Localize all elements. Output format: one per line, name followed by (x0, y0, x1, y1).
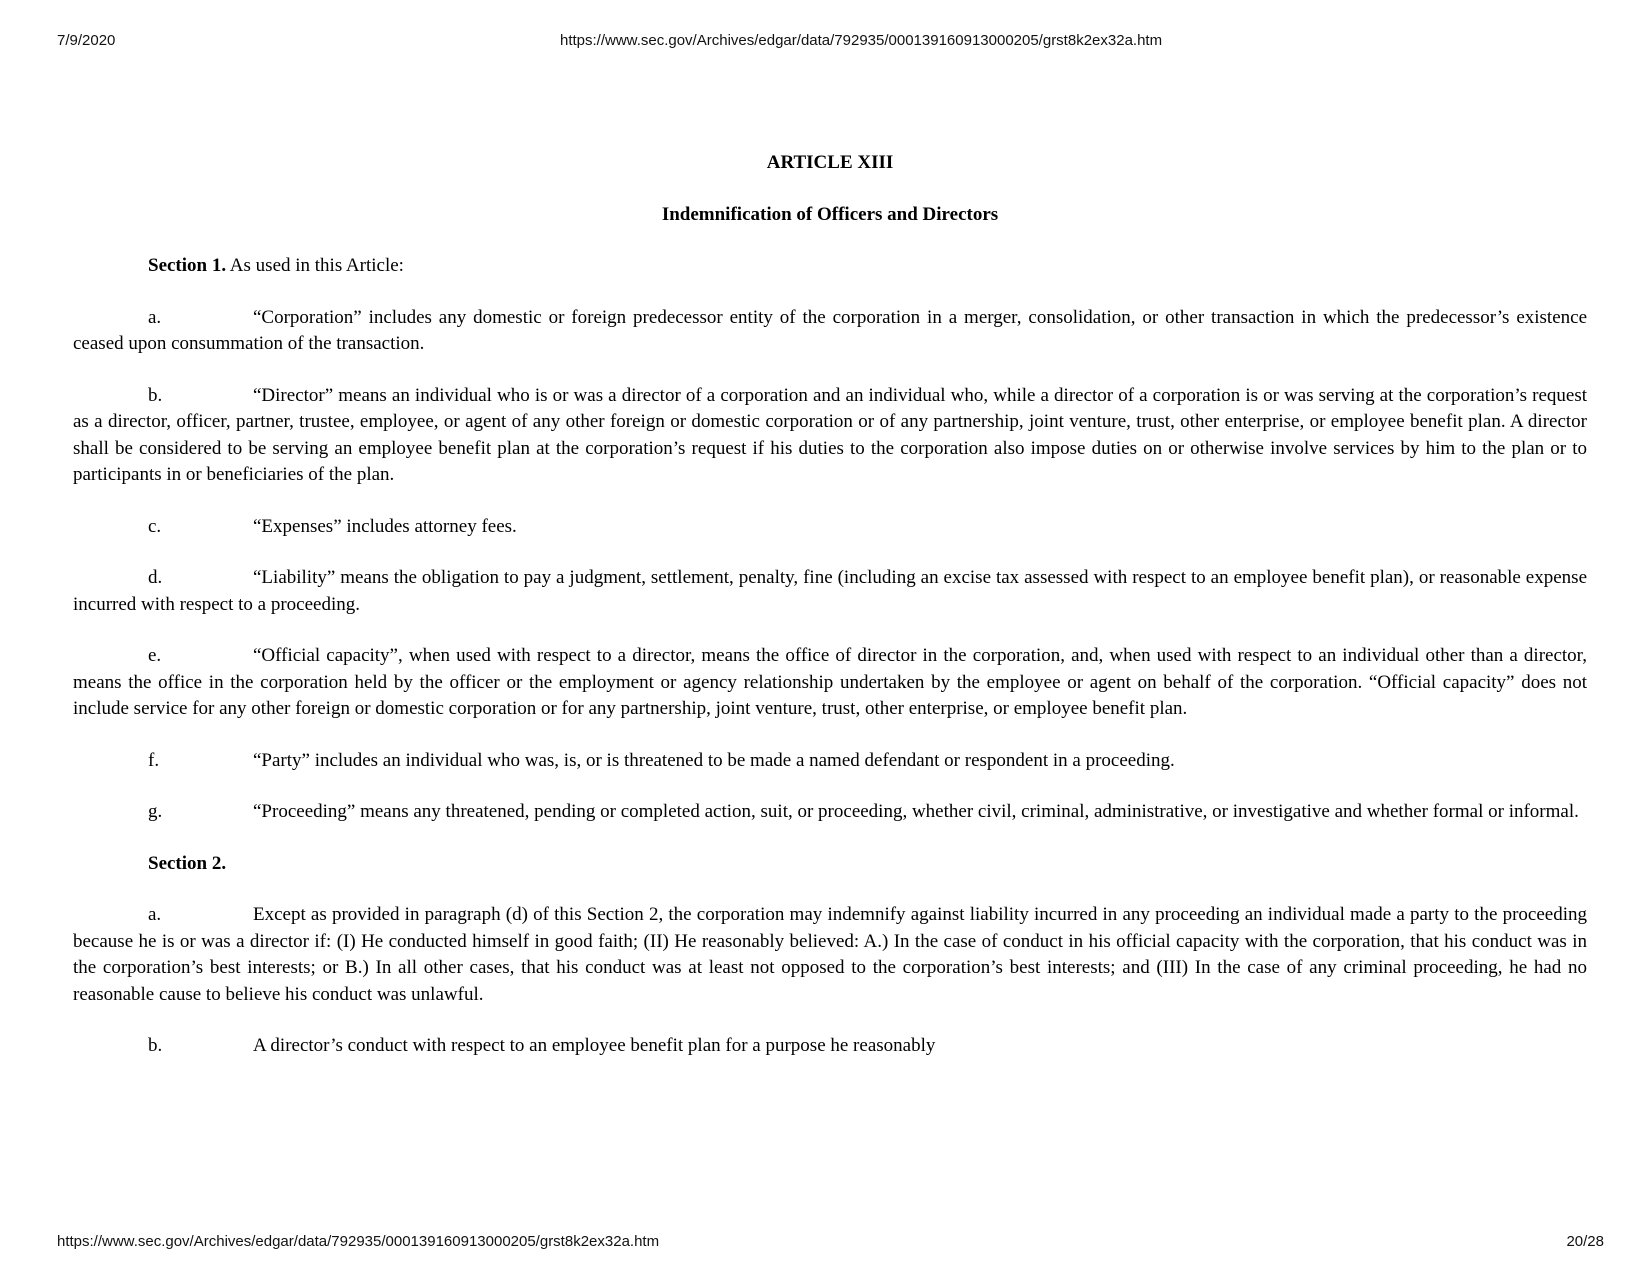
definition-paragraph (73, 514, 1587, 541)
section-2-label: Section 2. (148, 852, 227, 874)
section-2-heading (73, 851, 1587, 878)
definition-paragraph (73, 383, 1587, 489)
footer-url: https://www.sec.gov/Archives/edgar/data/792935/000139160913000205/grst8k2ex32a.htm (57, 1233, 660, 1250)
section-1-label: Section 1. (148, 255, 227, 276)
paragraph-marker: e. (148, 645, 162, 666)
article-subtitle: Indemnification of Officers and Directors (661, 203, 999, 225)
paragraph-marker: b. (148, 384, 163, 406)
paragraph-marker: a. (148, 904, 162, 925)
paragraph-text: “Liability” means the obligation to pay a judgment, settlement, penalty, fine (including an excise tax assessed with respect to an employee benefit plan), or reasonable expense incurred with respect to a proceeding. (73, 567, 1587, 615)
paragraph-marker: g. (148, 801, 163, 822)
article-title: ARTICLE XIII (766, 152, 894, 173)
definition-paragraph (73, 643, 1587, 723)
paragraph-text: “Expenses” includes attorney fees. (253, 515, 517, 537)
header-url: https://www.sec.gov/Archives/edgar/data/792935/000139160913000205/grst8k2ex32a.htm (560, 32, 1163, 49)
paragraph-marker: a. (148, 306, 162, 328)
section-1-intro: As used in this Article: (226, 255, 404, 276)
paragraph-marker: c. (148, 515, 162, 537)
paragraph-text: “Director” means an individual who is or was a director of a corporation and an individual who, while a director of a corporation is or was serving at the corporation’s request as a director, officer, partner, trustee, employee, or agent of any other foreign or domestic corporation or of any partnership, joint venture, trust, other enterprise, or employee benefit plan. A director shall be considered to be serving an employee benefit plan at the corporation’s request if his duties to the corporation also impose duties on or otherwise involve services by him to the plan or to participants in or beneficiaries of the plan. (73, 384, 1587, 485)
paragraph-marker: b. (148, 1035, 163, 1056)
paragraph-marker: d. (148, 567, 163, 588)
paragraph-text: “Proceeding” means any threatened, pending or completed action, suit, or proceeding, whether civil, criminal, administrative, or investigative and whether formal or informal. (253, 801, 1579, 822)
definition-paragraph (73, 799, 1587, 826)
definition-paragraph (73, 305, 1587, 358)
paragraph-marker: f. (148, 749, 160, 771)
definition-paragraph (73, 748, 1587, 775)
section-1-heading (73, 253, 1587, 280)
paragraph-text: “Corporation” includes any domestic or foreign predecessor entity of the corporation in a merger, consolidation, or other transaction in which the predecessor’s existence ceased upon consummation of the transaction. (73, 306, 1587, 354)
paragraph-text: “Official capacity”, when used with respect to a director, means the office of director in the corporation, and, when used with respect to an individual other than a director, means the office in the corporation held by the officer or the employment or agency relationship undertaken by the employee or agent on behalf of the corporation. “Official capacity” does not include service for any other foreign or domestic corporation or for any partnership, joint venture, trust, other enterprise, or employee benefit plan. (73, 645, 1587, 719)
print-date: 7/9/2020 (57, 32, 116, 49)
page-number: 20/28 (1566, 1233, 1604, 1250)
section-2-paragraph (73, 902, 1587, 1008)
section-2-paragraph (73, 1033, 1587, 1060)
definition-paragraph (73, 565, 1587, 618)
paragraph-text: A director’s conduct with respect to an employee benefit plan for a purpose he reasonably (253, 1035, 936, 1056)
document-body (73, 140, 1587, 1060)
paragraph-text: Except as provided in paragraph (d) of this Section 2, the corporation may indemnify against liability incurred in any proceeding an individual made a party to the proceeding because he is or was a director if: (I) He conducted himself in good faith; (II) He reasonably believed: A.) In the case of conduct in his official capacity with the corporation, that his conduct was in the corporation’s best interests; or B.) In all other cases, that his conduct was at least not opposed to the corporation’s best interests; and (III) In the case of any criminal proceeding, he had no reasonable cause to believe his conduct was unlawful. (73, 904, 1587, 1005)
paragraph-text: “Party” includes an individual who was, is, or is threatened to be made a named defendant or respondent in a proceeding. (253, 749, 1175, 771)
